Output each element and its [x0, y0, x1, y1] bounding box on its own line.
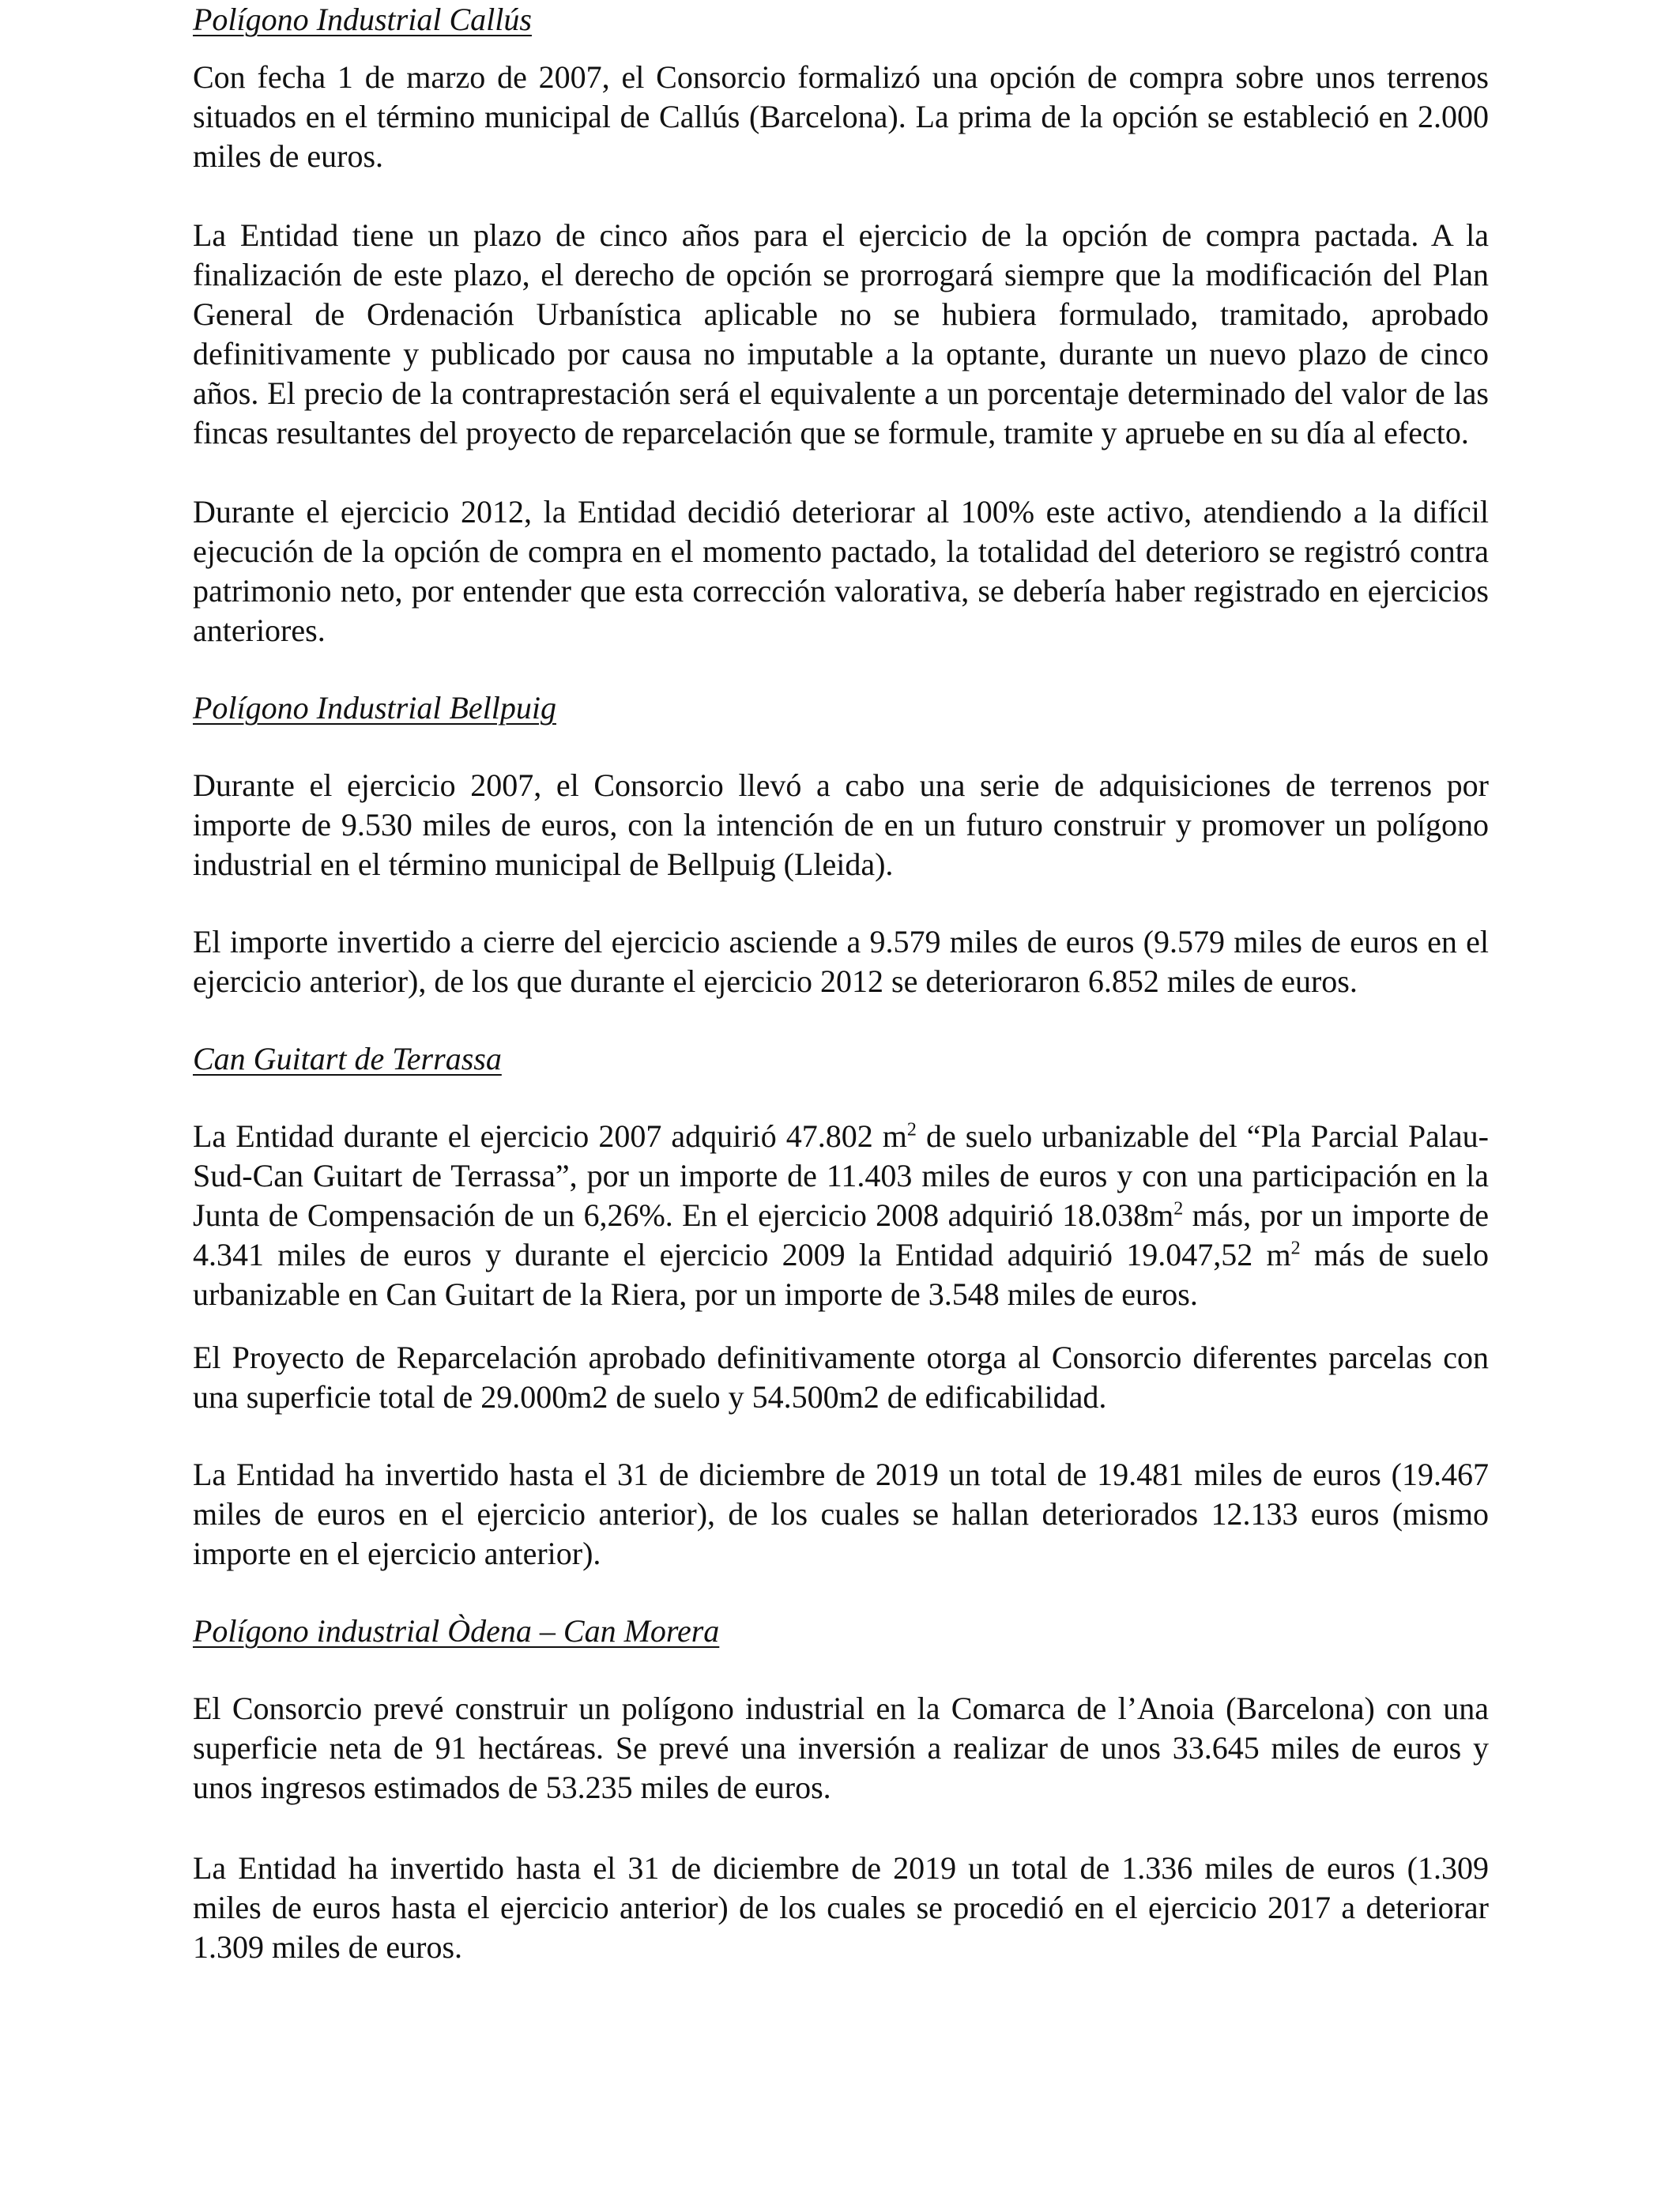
- document-page: [193, 0, 1489, 1967]
- paragraph: Durante el ejercicio 2007, el Consorcio llevó a cabo una serie de adquisiciones de terrenos por importe de 9.530 miles de euros, con la intención de en un futuro construir y promover un polígono industrial en el término municipal de Bellpuig (Lleida).: [193, 767, 1489, 882]
- paragraph-text: más de suelo urbanizable en Can Guitart de la Riera, por un importe de 3.548 miles de euros.: [193, 1237, 1490, 1312]
- superscript: 2: [1290, 1238, 1301, 1259]
- paragraph: La Entidad ha invertido hasta el 31 de diciembre de 2019 un total de 1.336 miles de euros (1.309 miles de euros hasta el ejercicio anterior) de los cuales se procedió en el ejercicio 2017 a deteriorar 1.309 miles de euros.: [193, 1850, 1489, 1965]
- paragraph-text: más, por un importe de 4.341 miles de euros y durante el ejercicio 2009 la Entidad adquirió 19.047,52 m: [193, 1197, 1489, 1272]
- paragraph: El importe invertido a cierre del ejercicio asciende a 9.579 miles de euros (9.579 miles de euros en el ejercicio anterior), de los que durante el ejercicio 2012 se deterioraron 6.852 miles de euros.: [193, 924, 1489, 999]
- paragraph-text: de suelo urbanizable del “Pla Parcial Palau-Sud-Can Guitart de Terrassa”, por un importe de 11.403 miles de euros y con una participación en la Junta de Compensación de un 6,26%. En el ejercicio 2008 adquirió 18.038m: [193, 1118, 1490, 1233]
- paragraph: Con fecha 1 de marzo de 2007, el Consorcio formalizó una opción de compra sobre unos terrenos situados en el término municipal de Callús (Barcelona). La prima de la opción se estableció en 2.000 miles de euros.: [193, 59, 1489, 174]
- paragraph: El Proyecto de Reparcelación aprobado definitivamente otorga al Consorcio diferentes parcelas con una superficie total de 29.000m2 de suelo y 54.500m2 de edificabilidad.: [193, 1340, 1489, 1415]
- paragraph-text: La Entidad durante el ejercicio 2007 adquirió 47.802 m: [193, 1118, 907, 1154]
- section-heading-callus: Polígono Industrial Callús: [193, 2, 532, 37]
- section-heading-can-guitart: Can Guitart de Terrassa: [193, 1041, 502, 1076]
- paragraph: La Entidad ha invertido hasta el 31 de diciembre de 2019 un total de 19.481 miles de euros (19.467 miles de euros en el ejercicio anterior), de los cuales se hallan deteriorados 12.133 euros (mismo importe en el ejercicio anterior).: [193, 1457, 1489, 1571]
- section-heading-odena: Polígono industrial Òdena – Can Morera: [193, 1613, 720, 1649]
- section-heading-bellpuig: Polígono Industrial Bellpuig: [193, 690, 556, 726]
- paragraph: Durante el ejercicio 2012, la Entidad decidió deteriorar al 100% este activo, atendiendo a la difícil ejecución de la opción de compra en el momento pactado, la totalidad del deterioro se registró contra patrimonio neto, por entender que esta corrección valorativa, se debería haber registrado en ejercicios anteriores.: [193, 494, 1489, 648]
- paragraph: La Entidad tiene un plazo de cinco años para el ejercicio de la opción de compra pactada. A la finalización de este plazo, el derecho de opción se prorrogará siempre que la modificación del Plan General de Ordenación Urbanística aplicable no se hubiera formulado, tramitado, aprobado definitivamente y publicado por causa no imputable a la optante, durante un nuevo plazo de cinco años. El precio de la contraprestación será el equivalente a un porcentaje determinado del valor de las fincas resultantes del proyecto de reparcelación que se formule, tramite y apruebe en su día al efecto.: [193, 217, 1489, 450]
- superscript: 2: [906, 1119, 917, 1140]
- superscript: 2: [1173, 1198, 1184, 1220]
- paragraph: El Consorcio prevé construir un polígono industrial en la Comarca de l’Anoia (Barcelona) con una superficie neta de 91 hectáreas. Se prevé una inversión a realizar de unos 33.645 miles de euros y unos ingresos estimados de 53.235 miles de euros.: [193, 1691, 1489, 1805]
- paragraph: [193, 1117, 1489, 1314]
